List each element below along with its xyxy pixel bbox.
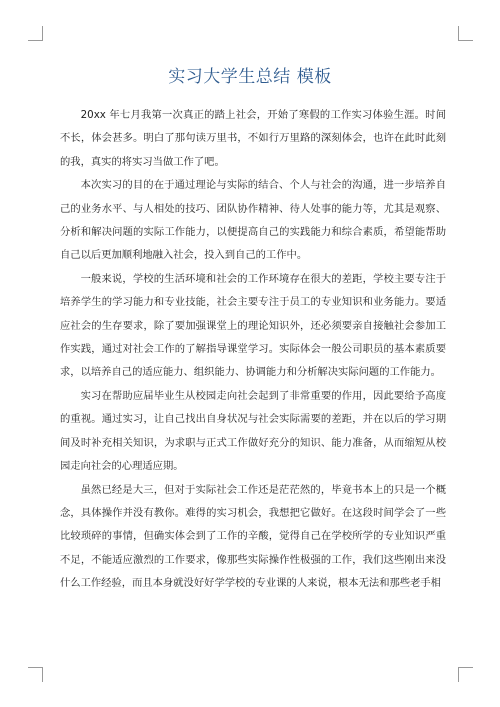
paragraph-2: 本次实习的目的在于通过理论与实际的结合、个人与社会的沟通，进一步培养自己的业务水平、与人相处的技巧、团队协作精神、待人处事的能力等，尤其是观察、分析和解决问题的实际工作能力，以便提高自己的实践能力和综合素质，希望能帮助自己以后更加顺利地融入社会，投入到自己的工作中。 [60, 179, 446, 262]
paragraph-1: 20xx 年七月我第一次真正的踏上社会，开始了寒假的工作实习体验生涯。时间不长，体会甚多。明白了那句读万里书，不如行万里路的深刻体会，也许在此时此刻的我，真实的将实习当做工作了吧。 [60, 109, 446, 168]
document-body [60, 104, 446, 596]
crop-mark-bottom-right [458, 667, 473, 682]
paragraph-5: 虽然已经是大三，但对于实际社会工作还是茫茫然的，毕竟书本上的只是一个概念，具体操作并没有教你。难得的实习机会，我想把它做好。在这段时间学会了一些比较琐碎的事情，但确实体会到了工作的辛酸，觉得自己在学校所学的专业知识严重不足，不能适应激烈的工作要求，像那些实际操作性极强的工作，我们这些刚出来没什么工作经验，而且本身就没好好学学校的专业课的人来说，根本无法和那些老手相 [60, 483, 446, 590]
document-title: 实习大学生总结 模板 [168, 67, 332, 87]
crop-mark-top-right [458, 26, 473, 41]
paragraph-3: 一般来说，学校的生活环境和社会的工作环境存在很大的差距，学校主要专注于培养学生的学习能力和专业技能，社会主要专注于员工的专业知识和业务能力。要适应社会的生存要求，除了要加强课堂上的理论知识外，还必须要亲自接触社会参加工作实践，通过对社会工作的了解指导课堂学习。实际体会一般公司职员的基本素质要求，以培养自己的适应能力、组织能力、协调能力和分析解决实际问题的工作能力。 [60, 272, 446, 379]
crop-mark-bottom-left [28, 667, 43, 682]
paragraph-4: 实习在帮助应届毕业生从校园走向社会起到了非常重要的作用，因此要给予高度的重视。通过实习，让自己找出自身状况与社会实际需要的差距，并在以后的学习期间及时补充相关知识，为求职与正式工作做好充分的知识、能力准备，从而缩短从校园走向社会的心理适应期。 [60, 389, 446, 473]
crop-mark-top-left [28, 26, 43, 41]
